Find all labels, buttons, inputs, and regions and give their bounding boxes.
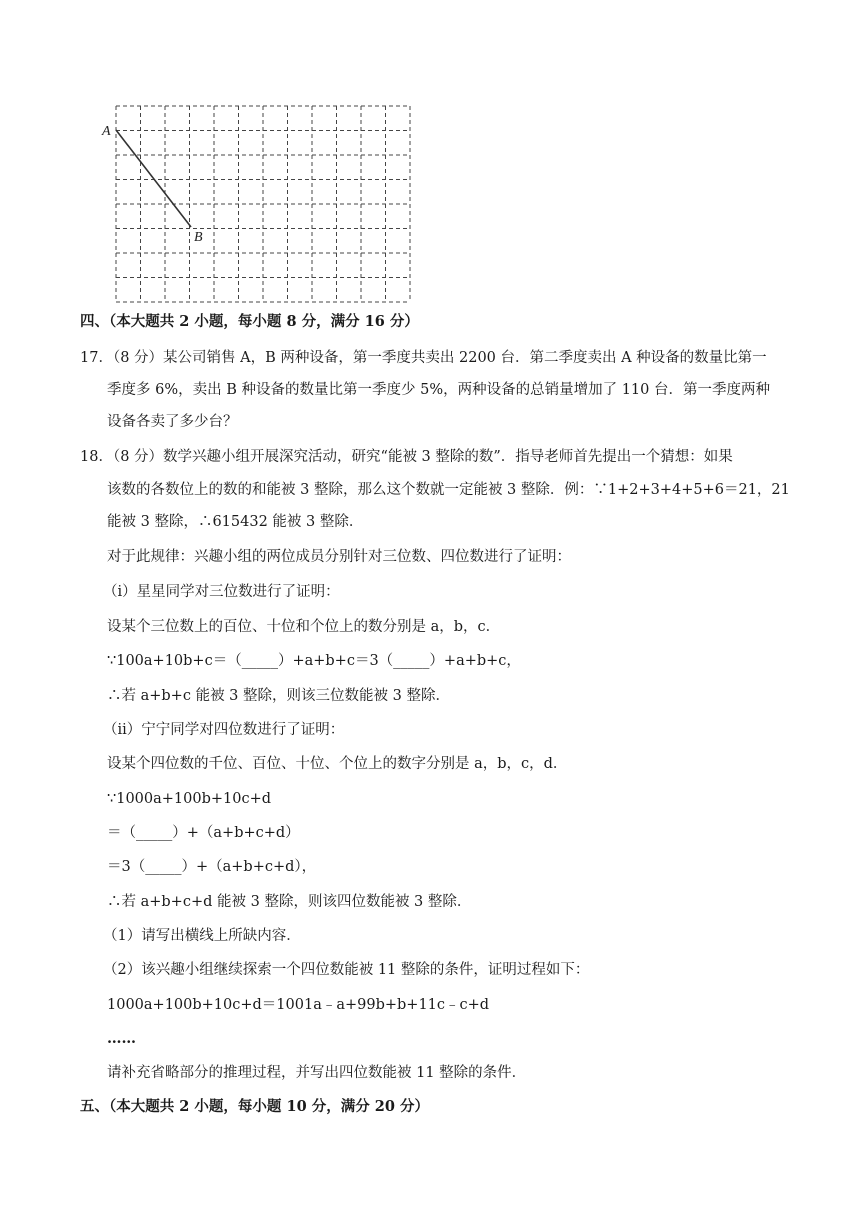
segment-ab [116, 130, 191, 227]
q18-line-13: ＝3（_____）+（a+b+c+d）， [107, 859, 317, 875]
q18-line-17: 1000a+100b+10c+d＝1001a﹣a+99b+b+11c﹣c+d [107, 997, 490, 1013]
section-4-heading: 四、（本大题共 2 小题，每小题 8 分，满分 16 分） [80, 313, 419, 330]
q18-line-3: 能被 3 整除，∴615432 能被 3 整除． [107, 514, 364, 530]
q18-line-19: 请补充省略部分的推理过程，并写出四位数能被 11 整除的条件． [107, 1065, 527, 1081]
point-b-label: B [194, 230, 203, 245]
grid-diagram [98, 96, 418, 306]
q18-line-14: ∴若 a+b+c+d 能被 3 整除，则该四位数能被 3 整除． [107, 894, 472, 910]
q18-line-11: ∵1000a+100b+10c+d [107, 791, 272, 807]
q18-line-18: …… [107, 1030, 136, 1047]
q18-line-1: 18．（8 分）数学兴趣小组开展深究活动，研究“能被 3 整除的数”．指导老师首先提出一个猜想：如果 [80, 449, 733, 465]
dashed-grid [116, 106, 410, 302]
q18-line-15: （1）请写出横线上所缺内容． [103, 928, 301, 944]
q18-line-4: 对于此规律：兴趣小组的两位成员分别针对三位数、四位数进行了证明： [107, 549, 571, 565]
point-a-label: A [102, 124, 111, 139]
q18-line-16: （2）该兴趣小组继续探索一个四位数能被 11 整除的条件，证明过程如下： [103, 962, 590, 978]
q18-line-8: ∴若 a+b+c 能被 3 整除，则该三位数能被 3 整除． [107, 688, 450, 704]
q18-line-2: 该数的各数位上的数的和能被 3 整除，那么这个数就一定能被 3 整除．例：∵1+2+3+4+5+6＝21，21 [107, 482, 790, 498]
q17-line-2: 季度多 6%，卖出 B 种设备的数量比第一季度少 5%，两种设备的总销量增加了 110 台．第一季度两种 [107, 382, 770, 398]
q17-line-1: 17．（8 分）某公司销售 A，B 两种设备，第一季度共卖出 2200 台．第二季度卖出 A 种设备的数量比第一 [80, 350, 767, 366]
q18-line-6: 设某个三位数上的百位、十位和个位上的数分别是 a，b，c． [107, 619, 501, 635]
q18-line-12: ＝（_____）+（a+b+c+d） [107, 825, 300, 841]
grid-figure [98, 96, 418, 306]
q17-line-3: 设备各卖了多少台？ [107, 414, 238, 430]
section-5-heading: 五、（本大题共 2 小题，每小题 10 分，满分 20 分） [80, 1098, 429, 1115]
q18-line-9: （ii）宁宁同学对四位数进行了证明： [103, 722, 345, 738]
q18-line-5: （i）星星同学对三位数进行了证明： [103, 584, 340, 600]
q18-line-7: ∵100a+10b+c＝（_____）+a+b+c＝3（_____）+a+b+c， [107, 653, 521, 669]
q18-line-10: 设某个四位数的千位、百位、十位、个位上的数字分别是 a，b，c，d． [107, 756, 568, 772]
